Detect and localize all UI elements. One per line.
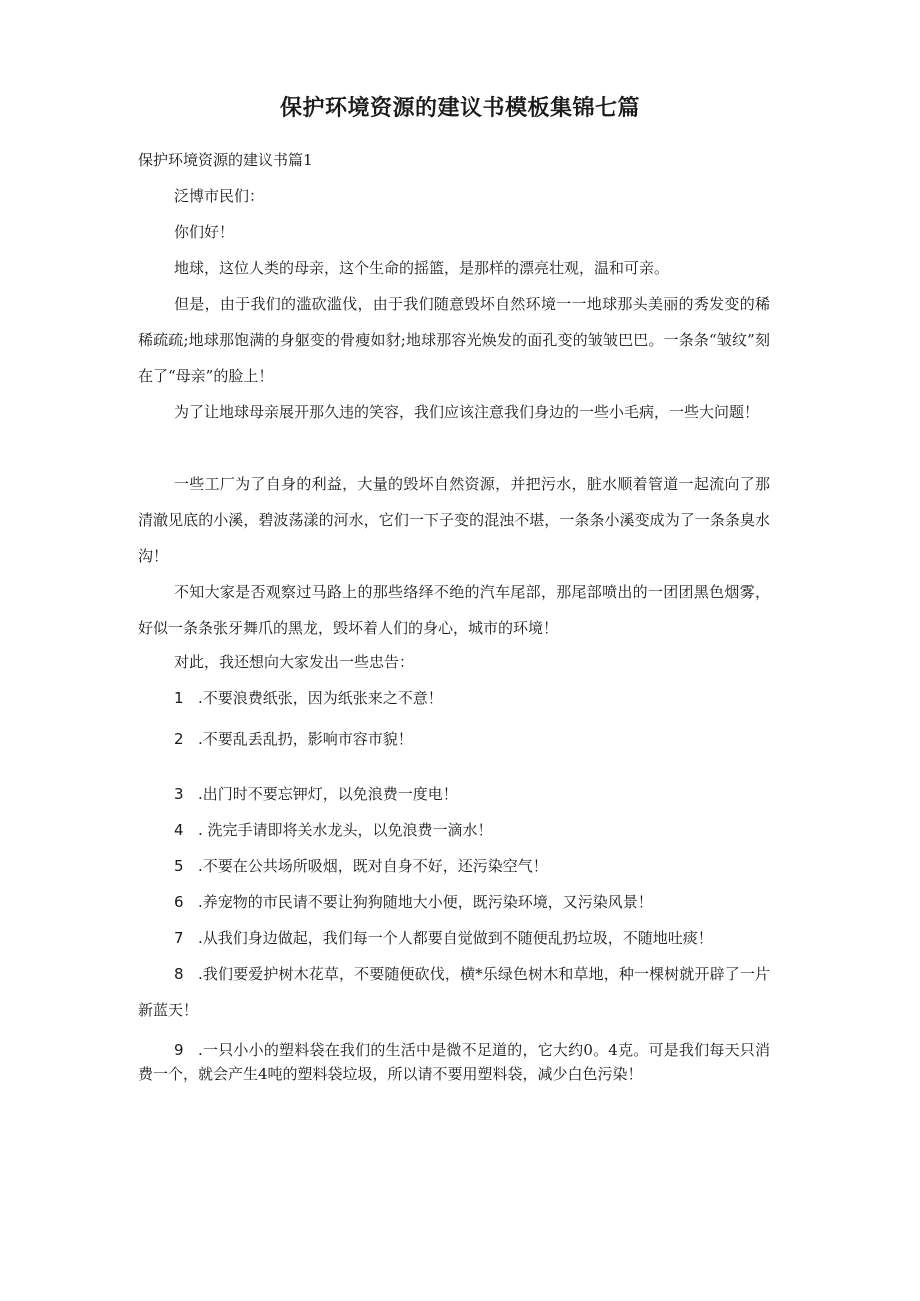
list-item — [174, 818, 770, 842]
list-text: .一只小小的塑料袋在我们的生活中是微不足道的，它大约0。4克。可是我们每天只消费一个，就会产生4吨的塑料袋垃圾，所以请不要用塑料袋，减少白色污染！ — [138, 1041, 770, 1083]
list-item — [174, 890, 770, 914]
list-item — [174, 727, 770, 751]
list-number: 7 — [174, 929, 184, 947]
document-title: 保护环境资源的建议书模板集锦七篇 — [279, 96, 640, 121]
list-item — [174, 926, 770, 950]
list-number: 6 — [174, 893, 184, 911]
paragraph: 但是，由于我们的滥砍滥伐，由于我们随意毁坏自然环境一一地球那头美丽的秀发变的稀稀疏疏;地球那饱满的身躯变的骨瘦如豺;地球那容光焕发的面孔变的皱皱巴巴。一条条“皱纹”刻在了“母亲”的脸上！ — [138, 295, 770, 385]
list-number: 4 — [174, 821, 184, 839]
list-number: 2 — [174, 730, 184, 748]
list-number: 9 — [174, 1041, 184, 1059]
paragraph: 地球，这位人类的母亲，这个生命的摇篮，是那样的漂亮壮观，温和可亲。 — [174, 259, 670, 277]
list-item — [138, 956, 770, 1028]
list-text: .不要浪费纸张，因为纸张来之不意！ — [198, 689, 443, 707]
list-text: .从我们身边做起，我们每一个人都要自觉做到不随便乱扔垃圾，不随地吐痰！ — [198, 929, 713, 947]
list-text: .我们要爱护树木花草，不要随便砍伐，横*乐绿色树木和草地，种一棵树就开辟了一片新蓝天！ — [138, 965, 770, 1019]
list-item — [138, 1038, 770, 1086]
section-heading: 保护环境资源的建议书篇1 — [138, 151, 313, 169]
list-number: 8 — [174, 965, 184, 983]
paragraph: 为了让地球母亲展开那久违的笑容，我们应该注意我们身边的一些小毛病，一些大问题！ — [174, 403, 760, 421]
list-text: .不要乱丢乱扔，影响市容市貌！ — [198, 730, 413, 748]
salutation: 泛博市民们： — [174, 187, 265, 205]
list-text: . 洗完手请即将关水龙头，以免浪费一滴水！ — [198, 821, 493, 839]
list-item — [174, 782, 770, 806]
greeting: 你们好！ — [174, 223, 235, 241]
list-number: 3 — [174, 785, 184, 803]
list-text: .养宠物的市民请不要让狗狗随地大小便，既污染环境，又污染风景！ — [198, 893, 653, 911]
list-text: .出门时不要忘钾灯，以免浪费一度电！ — [198, 785, 458, 803]
list-number: 1 — [174, 689, 184, 707]
list-item — [174, 686, 770, 710]
paragraph: 不知大家是否观察过马路上的那些络绎不绝的汽车尾部，那尾部喷出的一团团黑色烟雾，好似一条条张牙舞爪的黑龙，毁坏着人们的身心，城市的环境！ — [138, 583, 770, 637]
paragraph: 一些工厂为了自身的利益，大量的毁坏自然资源，并把污水，脏水顺着管道一起流向了那清澈见底的小溪，碧波荡漾的河水，它们一下子变的混浊不堪，一条条小溪变成为了一条条臭水沟！ — [138, 475, 770, 565]
paragraph: 对此，我还想向大家发出一些忠告： — [174, 653, 415, 671]
list-item — [174, 854, 770, 878]
list-text: .不要在公共场所吸烟，既对自身不好，还污染空气！ — [198, 857, 548, 875]
list-number: 5 — [174, 857, 184, 875]
